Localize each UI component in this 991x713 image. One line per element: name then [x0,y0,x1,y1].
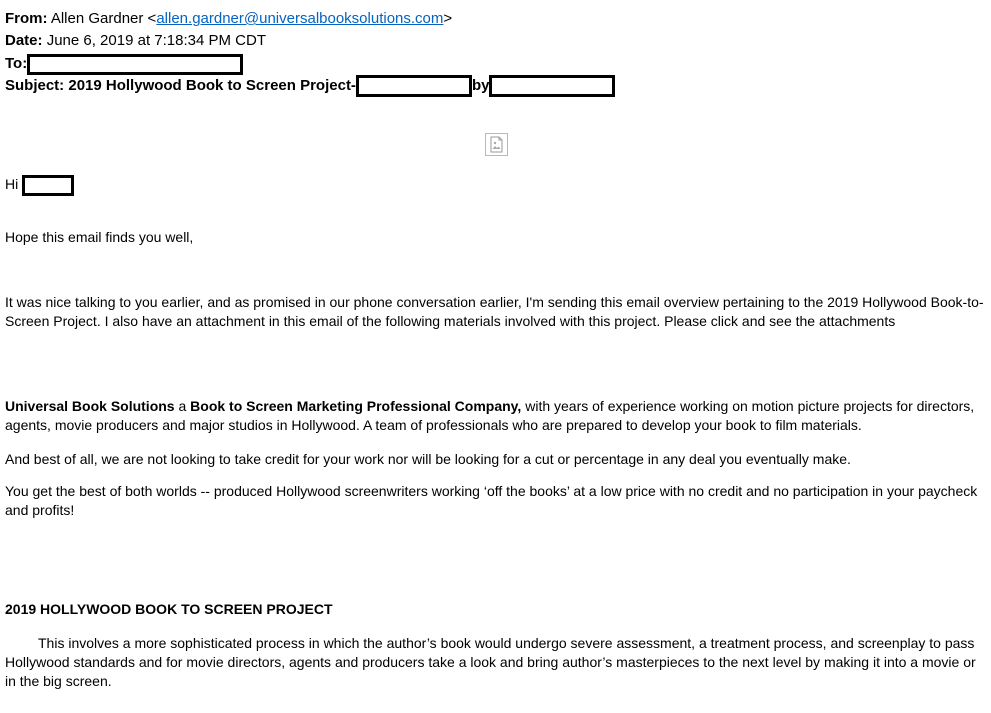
from-email-link[interactable]: allen.gardner@universalbooksolutions.com [156,10,444,27]
paragraph-intro: Hope this email finds you well, [5,229,194,245]
paragraph-company [5,397,987,435]
to-label: To: [5,55,28,72]
subject-label: Subject: [5,77,65,94]
section-title: 2019 HOLLYWOOD BOOK TO SCREEN PROJECT [5,601,333,617]
broken-image-icon [485,133,508,156]
company-name: Universal Book Solutions [5,398,175,414]
subject-line [5,75,615,97]
company-description: with years of experience working on motion picture projects for directors, agents, movie producers and major studios in Hollywood. A team of professionals who are prepared to develop your book to film materials. [5,398,975,433]
from-line [5,8,452,30]
to-line [5,53,243,75]
redacted-subject-author [489,75,615,97]
date-line [5,30,266,52]
paragraph-best-of-both: You get the best of both worlds -- produced Hollywood screenwriters working ‘off the books’ at a low price with no credit and no participation in your paycheck and profits! [5,483,978,518]
subject-text: 2019 Hollywood Book to Screen Project- [68,77,356,94]
greeting: Hi [5,176,19,193]
paragraph-overview: It was nice talking to you earlier, and as promised in our phone conversation earlier, I'm sending this email overview pertaining to the 2019 Hollywood Book-to-Screen Project. I also have an attachment in this email of the following materials involved with this project. Please click and see the attachments [5,294,984,329]
date-label: Date: [5,32,43,49]
from-label: From: [5,10,48,27]
paragraph-project [5,634,987,691]
project-description: This involves a more sophisticated process in which the author’s book would undergo severe assessment, a treatment process, and screenplay to pass Hollywood standards and for movie directors, agents and producers take a look and bring author’s masterpieces to the next level by making it into a movie or in the big screen. [5,635,976,689]
company-mid: a [174,398,191,414]
date-value: June 6, 2019 at 7:18:34 PM CDT [46,32,266,49]
subject-by: by [471,77,490,94]
from-close: > [443,10,453,27]
company-tagline: Book to Screen Marketing Professional Company, [190,398,522,414]
redacted-recipient [27,54,243,75]
redacted-subject-title [356,75,472,97]
greeting-line [5,175,987,196]
from-name: Allen Gardner < [50,10,157,27]
redacted-recipient-name [22,175,74,196]
paragraph-credit: And best of all, we are not looking to take credit for your work nor will be looking for a cut or percentage in any deal you eventually make. [5,451,851,467]
